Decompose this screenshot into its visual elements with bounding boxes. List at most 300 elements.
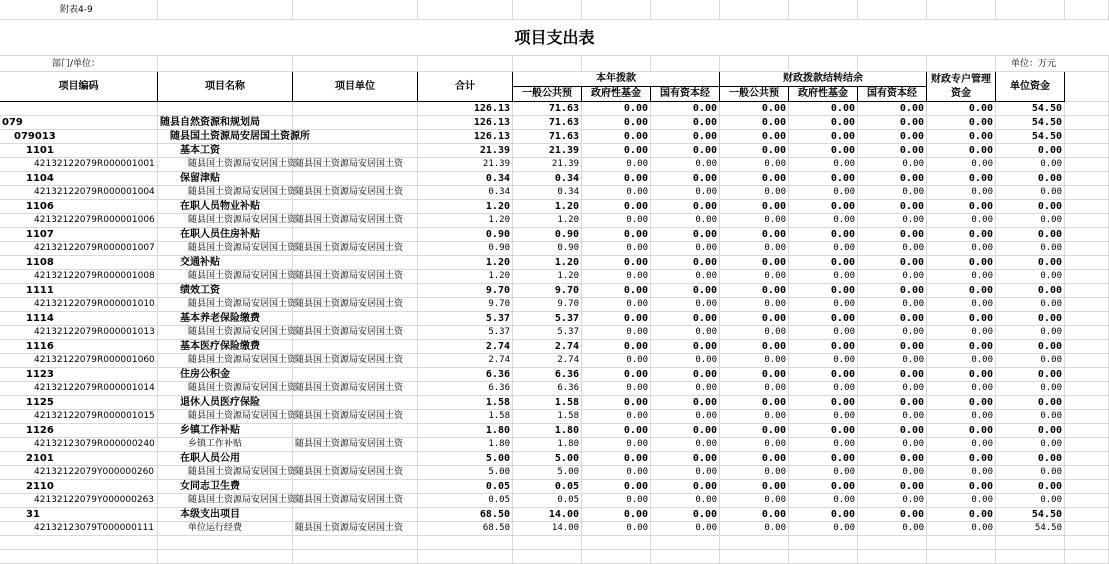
row-unit[interactable]: 随县国土资源局安居国土资: [293, 494, 418, 508]
empty-cell[interactable]: [927, 56, 996, 72]
row-name[interactable]: [158, 102, 293, 116]
row-value[interactable]: 0.00: [927, 480, 996, 494]
row-value[interactable]: 0.00: [582, 228, 651, 242]
row-value[interactable]: 0.00: [927, 130, 996, 144]
row-value[interactable]: 71.63: [513, 116, 582, 130]
row-name[interactable]: 退休人员医疗保险: [158, 396, 293, 410]
row-value[interactable]: 0.00: [651, 438, 720, 452]
row-value[interactable]: 0.00: [582, 340, 651, 354]
empty-cell[interactable]: [1065, 130, 1109, 144]
row-value[interactable]: 0.00: [582, 508, 651, 522]
row-value[interactable]: 0.00: [789, 508, 858, 522]
row-value[interactable]: 0.00: [720, 340, 789, 354]
row-name[interactable]: 乡镇工作补贴: [158, 424, 293, 438]
row-value[interactable]: 0.00: [720, 410, 789, 424]
row-value[interactable]: 0.00: [789, 214, 858, 228]
row-value[interactable]: 0.00: [996, 326, 1065, 340]
row-value[interactable]: 0.00: [582, 130, 651, 144]
row-value[interactable]: 21.39: [418, 158, 513, 172]
row-unit[interactable]: 随县国土资源局安居国土资: [293, 410, 418, 424]
empty-cell[interactable]: [1065, 382, 1109, 396]
row-value[interactable]: 1.20: [418, 256, 513, 270]
row-value[interactable]: 0.00: [789, 186, 858, 200]
row-name[interactable]: 本级支出项目: [158, 508, 293, 522]
row-value[interactable]: 0.00: [789, 396, 858, 410]
row-value[interactable]: 0.00: [651, 354, 720, 368]
empty-cell[interactable]: [418, 536, 513, 550]
row-unit[interactable]: [293, 396, 418, 410]
row-value[interactable]: 0.00: [996, 298, 1065, 312]
row-value[interactable]: 0.00: [996, 214, 1065, 228]
row-value[interactable]: 0.00: [927, 102, 996, 116]
row-code[interactable]: [0, 102, 158, 116]
empty-cell[interactable]: [1065, 200, 1109, 214]
row-value[interactable]: 1.20: [418, 200, 513, 214]
row-value[interactable]: 0.34: [513, 172, 582, 186]
row-code[interactable]: 2110: [0, 480, 158, 494]
row-value[interactable]: 0.00: [858, 116, 927, 130]
row-value[interactable]: 0.00: [996, 200, 1065, 214]
empty-cell[interactable]: [789, 56, 858, 72]
row-value[interactable]: 0.00: [789, 228, 858, 242]
empty-cell[interactable]: [1065, 312, 1109, 326]
header-sub[interactable]: 一般公共预: [720, 87, 789, 102]
row-name[interactable]: 随县国土资源局安居国土资: [158, 270, 293, 284]
row-value[interactable]: 0.00: [789, 452, 858, 466]
empty-cell[interactable]: [158, 536, 293, 550]
row-value[interactable]: 0.00: [789, 312, 858, 326]
row-name[interactable]: 基本养老保险缴费: [158, 312, 293, 326]
empty-cell[interactable]: [1065, 228, 1109, 242]
row-value[interactable]: 54.50: [996, 130, 1065, 144]
empty-cell[interactable]: [418, 56, 513, 72]
row-value[interactable]: 0.00: [996, 172, 1065, 186]
row-code[interactable]: 42132122079R000001007: [0, 242, 158, 256]
row-value[interactable]: 0.00: [720, 382, 789, 396]
row-code[interactable]: 42132122079R000001015: [0, 410, 158, 424]
row-code[interactable]: 1106: [0, 200, 158, 214]
empty-cell[interactable]: [1065, 284, 1109, 298]
row-value[interactable]: 1.58: [513, 396, 582, 410]
row-value[interactable]: 0.00: [927, 284, 996, 298]
row-value[interactable]: 0.00: [858, 242, 927, 256]
row-code[interactable]: 42132122079Y000000263: [0, 494, 158, 508]
row-value[interactable]: 0.00: [651, 508, 720, 522]
row-code[interactable]: 42132122079R000001013: [0, 326, 158, 340]
row-value[interactable]: 71.63: [513, 102, 582, 116]
row-value[interactable]: 0.00: [927, 368, 996, 382]
row-value[interactable]: 0.00: [858, 130, 927, 144]
row-name[interactable]: 随县国土资源局安居国土资: [158, 326, 293, 340]
row-value[interactable]: 0.00: [927, 116, 996, 130]
row-value[interactable]: 0.00: [651, 326, 720, 340]
row-value[interactable]: 0.00: [651, 340, 720, 354]
empty-cell[interactable]: [158, 56, 293, 72]
empty-cell[interactable]: [1065, 396, 1109, 410]
row-value[interactable]: 0.00: [858, 494, 927, 508]
empty-cell[interactable]: [1065, 102, 1109, 116]
row-unit[interactable]: [293, 200, 418, 214]
row-value[interactable]: 0.00: [720, 452, 789, 466]
row-value[interactable]: 0.00: [927, 326, 996, 340]
row-value[interactable]: 0.00: [651, 186, 720, 200]
row-value[interactable]: 0.00: [858, 298, 927, 312]
row-value[interactable]: 0.00: [789, 144, 858, 158]
empty-cell[interactable]: [418, 550, 513, 564]
empty-cell[interactable]: [582, 550, 651, 564]
row-value[interactable]: 0.00: [720, 116, 789, 130]
row-unit[interactable]: [293, 228, 418, 242]
row-value[interactable]: 0.90: [513, 228, 582, 242]
row-value[interactable]: 0.00: [858, 284, 927, 298]
row-value[interactable]: 0.00: [582, 144, 651, 158]
row-code[interactable]: 42132123079T000000111: [0, 522, 158, 536]
empty-cell[interactable]: [1065, 494, 1109, 508]
row-value[interactable]: 0.00: [651, 368, 720, 382]
row-code[interactable]: 079013: [0, 130, 158, 144]
row-value[interactable]: 0.00: [651, 228, 720, 242]
row-value[interactable]: 0.00: [858, 312, 927, 326]
row-name[interactable]: 绩效工资: [158, 284, 293, 298]
row-value[interactable]: 0.00: [582, 200, 651, 214]
row-unit[interactable]: [293, 130, 418, 144]
empty-cell[interactable]: [651, 56, 720, 72]
row-code[interactable]: 42132122079R000001006: [0, 214, 158, 228]
row-value[interactable]: 0.00: [789, 256, 858, 270]
row-unit[interactable]: 随县国土资源局安居国土资: [293, 382, 418, 396]
row-code[interactable]: 1111: [0, 284, 158, 298]
row-value[interactable]: 0.00: [582, 410, 651, 424]
row-value[interactable]: 0.00: [996, 480, 1065, 494]
row-value[interactable]: 0.00: [582, 172, 651, 186]
row-value[interactable]: 21.39: [513, 158, 582, 172]
row-name[interactable]: 随县国土资源局安居国土资: [158, 186, 293, 200]
row-value[interactable]: 2.74: [418, 340, 513, 354]
row-name[interactable]: 基本工资: [158, 144, 293, 158]
row-value[interactable]: 21.39: [513, 144, 582, 158]
row-value[interactable]: 1.80: [418, 438, 513, 452]
row-code[interactable]: 1114: [0, 312, 158, 326]
row-value[interactable]: 0.00: [789, 368, 858, 382]
row-value[interactable]: 0.00: [582, 396, 651, 410]
row-unit[interactable]: 随县国土资源局安居国土资: [293, 438, 418, 452]
row-value[interactable]: 0.00: [789, 200, 858, 214]
row-value[interactable]: 0.00: [720, 368, 789, 382]
row-value[interactable]: 1.20: [513, 256, 582, 270]
row-code[interactable]: 1104: [0, 172, 158, 186]
empty-cell[interactable]: [1065, 256, 1109, 270]
row-value[interactable]: 0.00: [996, 270, 1065, 284]
row-value[interactable]: 0.00: [858, 466, 927, 480]
row-value[interactable]: 0.00: [651, 116, 720, 130]
row-unit[interactable]: 随县国土资源局安居国土资: [293, 242, 418, 256]
empty-cell[interactable]: [293, 56, 418, 72]
row-unit[interactable]: [293, 424, 418, 438]
row-value[interactable]: 2.74: [513, 340, 582, 354]
empty-cell[interactable]: [927, 550, 996, 564]
row-value[interactable]: 0.00: [996, 424, 1065, 438]
row-value[interactable]: 1.80: [513, 438, 582, 452]
row-value[interactable]: 0.00: [720, 158, 789, 172]
row-value[interactable]: 5.00: [513, 466, 582, 480]
row-unit[interactable]: [293, 452, 418, 466]
row-value[interactable]: 0.00: [789, 466, 858, 480]
row-value[interactable]: 0.00: [996, 410, 1065, 424]
row-value[interactable]: 0.00: [651, 396, 720, 410]
empty-cell[interactable]: [1065, 480, 1109, 494]
row-value[interactable]: 0.00: [996, 368, 1065, 382]
row-value[interactable]: 0.00: [927, 452, 996, 466]
row-value[interactable]: 0.00: [720, 438, 789, 452]
row-name[interactable]: 单位运行经费: [158, 522, 293, 536]
row-value[interactable]: 0.00: [927, 214, 996, 228]
header-group-carry[interactable]: 财政拨款结转结余: [720, 72, 927, 87]
row-value[interactable]: 0.00: [858, 382, 927, 396]
row-value[interactable]: 0.00: [927, 354, 996, 368]
row-value[interactable]: 0.00: [927, 494, 996, 508]
row-code[interactable]: 42132122079R000001004: [0, 186, 158, 200]
row-value[interactable]: 0.00: [927, 312, 996, 326]
empty-cell[interactable]: [1065, 326, 1109, 340]
empty-cell[interactable]: [720, 536, 789, 550]
row-value[interactable]: 0.00: [582, 480, 651, 494]
row-value[interactable]: 0.00: [720, 144, 789, 158]
row-unit[interactable]: [293, 116, 418, 130]
row-value[interactable]: 6.36: [513, 368, 582, 382]
row-value[interactable]: 0.00: [927, 228, 996, 242]
row-value[interactable]: 0.00: [582, 186, 651, 200]
row-unit[interactable]: 随县国土资源局安居国土资: [293, 214, 418, 228]
row-value[interactable]: 0.00: [858, 424, 927, 438]
row-unit[interactable]: [293, 340, 418, 354]
empty-cell[interactable]: [858, 550, 927, 564]
header-own[interactable]: 单位资金: [996, 72, 1065, 102]
row-value[interactable]: 0.05: [418, 494, 513, 508]
row-value[interactable]: 0.00: [858, 102, 927, 116]
row-value[interactable]: 0.00: [996, 340, 1065, 354]
row-value[interactable]: 0.00: [858, 522, 927, 536]
row-value[interactable]: 54.50: [996, 522, 1065, 536]
empty-cell[interactable]: [996, 550, 1065, 564]
row-name[interactable]: 基本医疗保险缴费: [158, 340, 293, 354]
row-value[interactable]: 0.00: [582, 424, 651, 438]
row-value[interactable]: 0.00: [858, 340, 927, 354]
row-value[interactable]: 0.00: [927, 158, 996, 172]
empty-cell[interactable]: [1065, 550, 1109, 564]
empty-cell[interactable]: [1065, 270, 1109, 284]
row-value[interactable]: 1.58: [418, 396, 513, 410]
row-value[interactable]: 2.74: [513, 354, 582, 368]
row-value[interactable]: 0.00: [720, 172, 789, 186]
row-value[interactable]: 0.00: [789, 382, 858, 396]
row-value[interactable]: 0.00: [996, 494, 1065, 508]
row-value[interactable]: 54.50: [996, 116, 1065, 130]
row-value[interactable]: 0.00: [582, 298, 651, 312]
row-name[interactable]: 随县国土资源局安居国土资: [158, 466, 293, 480]
empty-cell[interactable]: [996, 0, 1065, 20]
row-value[interactable]: 0.00: [582, 242, 651, 256]
row-value[interactable]: 6.36: [513, 382, 582, 396]
empty-cell[interactable]: [158, 550, 293, 564]
empty-cell[interactable]: [1065, 508, 1109, 522]
row-value[interactable]: 0.00: [858, 228, 927, 242]
row-code[interactable]: 42132122079R000001060: [0, 354, 158, 368]
row-value[interactable]: 0.00: [789, 522, 858, 536]
row-name[interactable]: 随县国土资源局安居国土资: [158, 298, 293, 312]
row-value[interactable]: 0.00: [789, 172, 858, 186]
row-value[interactable]: 0.00: [858, 508, 927, 522]
row-value[interactable]: 0.00: [996, 382, 1065, 396]
row-value[interactable]: 14.00: [513, 508, 582, 522]
row-value[interactable]: 9.70: [513, 298, 582, 312]
row-value[interactable]: 0.00: [858, 410, 927, 424]
sheet-title[interactable]: 项目支出表: [0, 20, 1109, 56]
row-value[interactable]: 0.00: [582, 326, 651, 340]
row-unit[interactable]: [293, 312, 418, 326]
row-value[interactable]: 0.05: [513, 480, 582, 494]
row-value[interactable]: 0.00: [789, 270, 858, 284]
row-name[interactable]: 在职人员物业补贴: [158, 200, 293, 214]
row-value[interactable]: 1.80: [418, 424, 513, 438]
row-value[interactable]: 0.00: [582, 102, 651, 116]
row-code[interactable]: 1125: [0, 396, 158, 410]
row-value[interactable]: 0.00: [720, 214, 789, 228]
empty-cell[interactable]: [0, 550, 158, 564]
row-value[interactable]: 0.00: [858, 158, 927, 172]
row-value[interactable]: 0.00: [651, 424, 720, 438]
row-value[interactable]: 6.36: [418, 368, 513, 382]
row-code[interactable]: 1126: [0, 424, 158, 438]
row-value[interactable]: 0.00: [651, 522, 720, 536]
row-value[interactable]: 6.36: [418, 382, 513, 396]
row-code[interactable]: 1123: [0, 368, 158, 382]
empty-cell[interactable]: [1065, 214, 1109, 228]
row-unit[interactable]: [293, 480, 418, 494]
row-value[interactable]: 0.00: [582, 368, 651, 382]
empty-cell[interactable]: [1065, 298, 1109, 312]
row-value[interactable]: 0.00: [927, 186, 996, 200]
row-value[interactable]: 0.00: [927, 200, 996, 214]
row-name[interactable]: 保留津贴: [158, 172, 293, 186]
row-value[interactable]: 0.00: [720, 284, 789, 298]
row-value[interactable]: 126.13: [418, 130, 513, 144]
empty-cell[interactable]: [513, 56, 582, 72]
row-value[interactable]: 0.00: [651, 172, 720, 186]
row-value[interactable]: 0.00: [720, 508, 789, 522]
header-sub[interactable]: 国有资本经: [651, 87, 720, 102]
row-value[interactable]: 0.00: [720, 354, 789, 368]
row-unit[interactable]: 随县国土资源局安居国土资: [293, 326, 418, 340]
row-value[interactable]: 0.00: [651, 312, 720, 326]
header-sub[interactable]: 政府性基金: [582, 87, 651, 102]
empty-cell[interactable]: [513, 550, 582, 564]
row-value[interactable]: 0.00: [720, 228, 789, 242]
row-unit[interactable]: 随县国土资源局安居国土资: [293, 158, 418, 172]
row-unit[interactable]: 随县国土资源局安居国土资: [293, 522, 418, 536]
empty-cell[interactable]: [1065, 116, 1109, 130]
row-value[interactable]: 0.00: [789, 116, 858, 130]
row-unit[interactable]: [293, 172, 418, 186]
empty-cell[interactable]: [1065, 536, 1109, 550]
row-value[interactable]: 0.00: [858, 270, 927, 284]
row-value[interactable]: 0.00: [651, 410, 720, 424]
row-value[interactable]: 0.00: [996, 312, 1065, 326]
row-name[interactable]: 乡镇工作补贴: [158, 438, 293, 452]
row-value[interactable]: 0.00: [582, 452, 651, 466]
row-value[interactable]: 0.05: [513, 494, 582, 508]
row-value[interactable]: 0.00: [789, 410, 858, 424]
row-value[interactable]: 9.70: [418, 298, 513, 312]
empty-cell[interactable]: [1065, 242, 1109, 256]
empty-cell[interactable]: [1065, 466, 1109, 480]
row-value[interactable]: 0.00: [858, 396, 927, 410]
empty-cell[interactable]: [1065, 72, 1109, 102]
row-unit[interactable]: [293, 256, 418, 270]
row-value[interactable]: 0.34: [418, 186, 513, 200]
row-value[interactable]: 0.90: [418, 242, 513, 256]
row-value[interactable]: 0.00: [651, 452, 720, 466]
unit-label[interactable]: 单位：万元: [996, 56, 1109, 72]
row-value[interactable]: 0.00: [651, 284, 720, 298]
row-name[interactable]: 随县国土资源局安居国土资: [158, 214, 293, 228]
row-value[interactable]: 0.00: [789, 158, 858, 172]
row-value[interactable]: 0.00: [582, 522, 651, 536]
row-value[interactable]: 0.00: [858, 144, 927, 158]
row-value[interactable]: 0.00: [996, 438, 1065, 452]
row-value[interactable]: 0.00: [720, 298, 789, 312]
row-unit[interactable]: [293, 368, 418, 382]
row-name[interactable]: 随县国土资源局安居国土资: [158, 354, 293, 368]
empty-cell[interactable]: [1065, 0, 1109, 20]
row-value[interactable]: 0.00: [582, 158, 651, 172]
row-unit[interactable]: 随县国土资源局安居国土资: [293, 354, 418, 368]
row-value[interactable]: 0.00: [996, 354, 1065, 368]
header-group-current[interactable]: 本年拨款: [513, 72, 720, 87]
header-special[interactable]: 财政专户管理资金: [927, 72, 996, 102]
row-value[interactable]: 0.00: [789, 326, 858, 340]
empty-cell[interactable]: [651, 550, 720, 564]
row-value[interactable]: 1.20: [513, 214, 582, 228]
empty-cell[interactable]: [927, 0, 996, 20]
row-value[interactable]: 54.50: [996, 508, 1065, 522]
row-unit[interactable]: [293, 284, 418, 298]
row-value[interactable]: 0.00: [858, 326, 927, 340]
row-value[interactable]: 0.00: [927, 340, 996, 354]
row-value[interactable]: 0.00: [651, 298, 720, 312]
empty-cell[interactable]: [418, 0, 513, 20]
row-value[interactable]: 0.00: [651, 242, 720, 256]
row-unit[interactable]: 随县国土资源局安居国土资: [293, 298, 418, 312]
row-value[interactable]: 0.00: [720, 466, 789, 480]
row-value[interactable]: 1.80: [513, 424, 582, 438]
row-value[interactable]: 9.70: [418, 284, 513, 298]
row-value[interactable]: 126.13: [418, 102, 513, 116]
empty-cell[interactable]: [1065, 368, 1109, 382]
empty-cell[interactable]: [789, 550, 858, 564]
row-value[interactable]: 0.00: [651, 130, 720, 144]
empty-cell[interactable]: [582, 0, 651, 20]
row-unit[interactable]: 随县国土资源局安居国土资: [293, 466, 418, 480]
row-value[interactable]: 0.00: [651, 494, 720, 508]
empty-cell[interactable]: [1065, 452, 1109, 466]
row-value[interactable]: 0.00: [651, 158, 720, 172]
row-code[interactable]: 42132122079R000001014: [0, 382, 158, 396]
row-value[interactable]: 0.00: [651, 144, 720, 158]
row-value[interactable]: 0.90: [418, 228, 513, 242]
row-value[interactable]: 0.00: [927, 298, 996, 312]
empty-cell[interactable]: [1065, 522, 1109, 536]
empty-cell[interactable]: [293, 550, 418, 564]
